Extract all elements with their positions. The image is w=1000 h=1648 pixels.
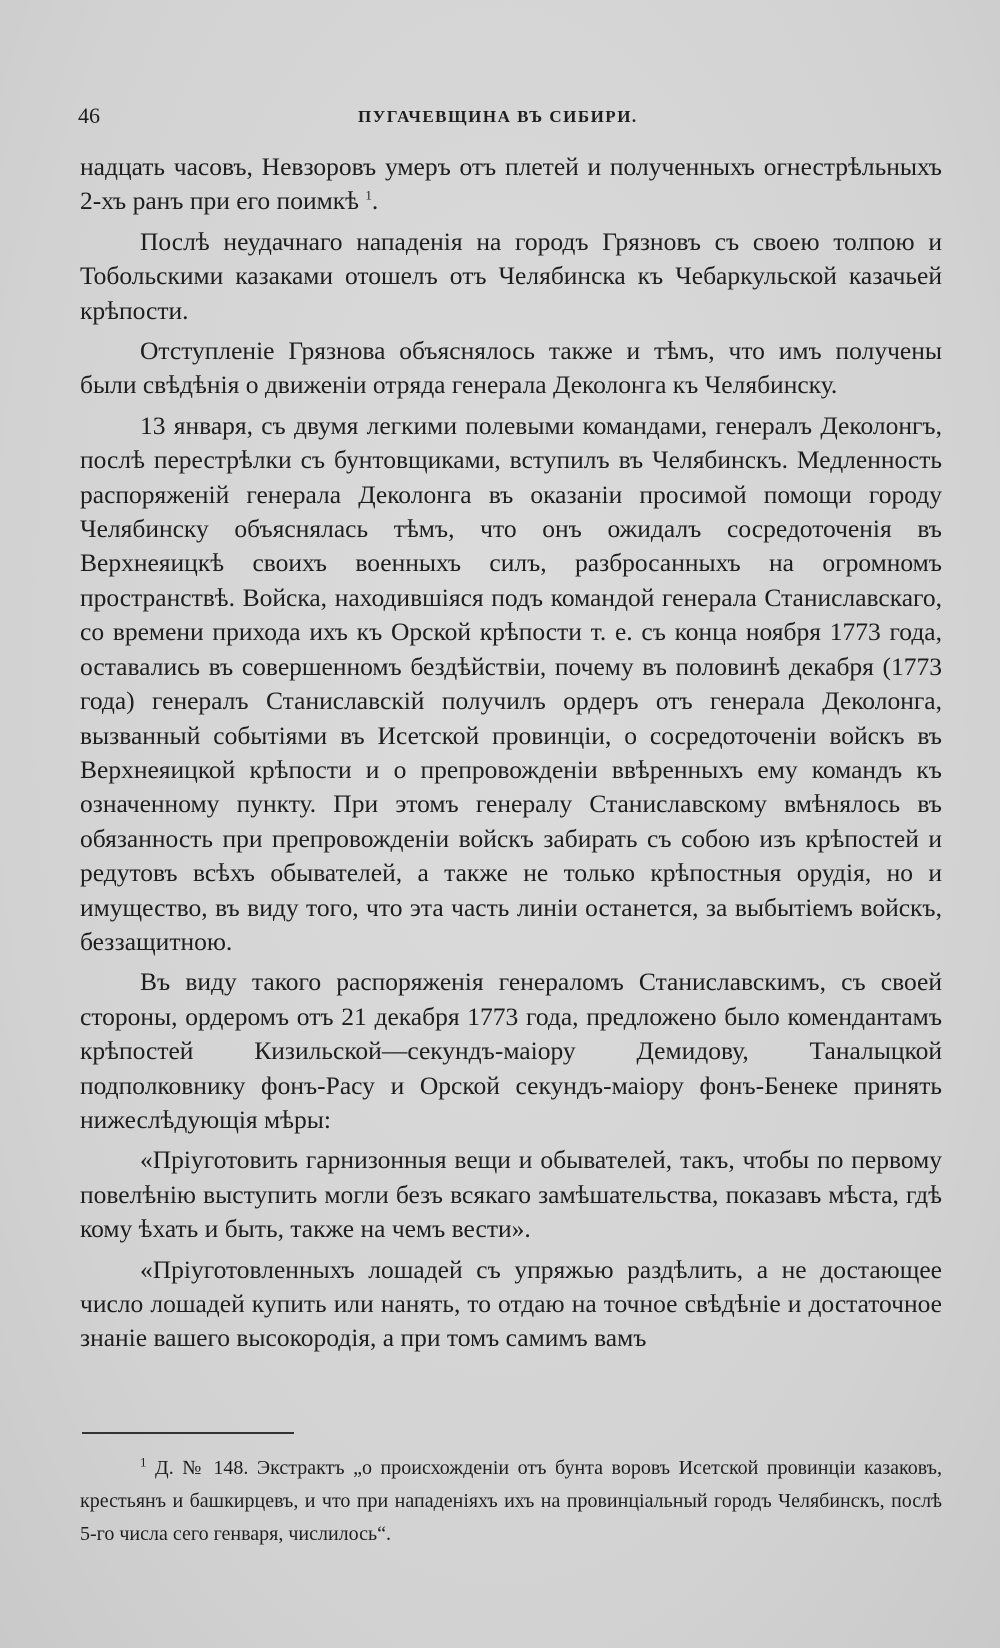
footnote [80,1452,942,1551]
paragraph: Отступленіе Грязнова объяснялось также и тѣмъ, что имъ получены были свѣдѣнія о движеніи отряда генерала Деколонга къ Челябинску. [80,336,942,400]
paragraph-punctuation: . [371,186,379,216]
footnotes [80,1452,942,1551]
running-title: ПУГАЧЕВЩИНА ВЪ СИБИРИ. [358,107,638,126]
main-text [80,150,942,1362]
quoted-paragraph: «Пріуготовленныхъ лошадей съ упряжью раздѣлить, а не достающее число лошадей купить или нанять, то отдаю на точное свѣдѣніе и достаточное знаніе вашего высокородія, а при томъ самимъ вамъ [80,1254,942,1353]
footnote-marker: 1 [140,1454,147,1470]
page-header [78,103,940,133]
page-number: 46 [78,103,100,128]
paragraph-continuation [80,150,942,219]
footnote-reference: 1 [365,187,372,203]
paragraph-text: надцать часовъ, Невзоровъ умеръ отъ плетей и полученныхъ огнестрѣльныхъ 2-хъ ранъ при его поимкѣ [80,152,942,216]
paragraph: Послѣ неудачнаго нападенія на городъ Грязновъ съ своею толпою и Тобольскими казаками отошелъ отъ Челябинска къ Чебаркульской казачьей крѣпости. [80,226,942,325]
quoted-paragraph: «Пріуготовить гарнизонныя вещи и обывателей, такъ, чтобы по первому повелѣнію выступить могли безъ всякаго замѣшательства, показавъ мѣста, гдѣ кому ѣхать и быть, также на чемъ вести». [80,1145,942,1244]
paragraph: Въ виду такого распоряженія генераломъ Станиславскимъ, съ своей стороны, ордеромъ отъ 21 декабря 1773 года, предложено было комендантамъ крѣпостей Кизильской—секундъ-маіору Демидову, Таналыцкой подполковнику фонъ-Расу и Орской секундъ-маіору фонъ-Бенеке принять нижеслѣдующія мѣры: [80,967,942,1134]
footnote-divider [82,1432,294,1434]
footnote-text: Д. № 148. Экстрактъ „о происхожденіи отъ бунта воровъ Исетской провинціи казаковъ, крестьянъ и башкирцевъ, и что при нападеніяхъ ихъ на провинціальный городъ Челябинскъ, послѣ 5-го числа сего генваря, числилось“. [80,1457,943,1545]
paragraph: 13 января, съ двумя легкими полевыми командами, генералъ Деколонгъ, послѣ перестрѣлки съ бунтовщиками, вступилъ въ Челябинскъ. Медленность распоряженій генерала Деколонга въ оказаніи просимой помощи городу Челябинску объяснялась тѣмъ, что онъ ожидалъ сосредоточенія въ Верхнеяицкѣ своихъ военныхъ силъ, разбросанныхъ на огромномъ пространствѣ. Войска, находившіяся подъ командой генерала Станиславскаго, со времени прихода ихъ къ Орской крѣпости т. е. съ конца ноября 1773 года, оставались въ совершенномъ бездѣйствіи, почему въ половинѣ декабря (1773 года) генералъ Станиславскій получилъ ордеръ отъ генерала Деколонга, вызванный событіями въ Исетской провинціи, о сосредоточеніи войскъ въ Верхнеяицкой крѣпости и о препровожденіи ввѣренныхъ ему командъ къ означенному пункту. При этомъ генералу Станиславскому вмѣнялось въ обязанность при препровожденіи войскъ забирать съ собою изъ крѣпостей и редутовъ всѣхъ обывателей, а также не только крѣпостныя орудія, но и имущество, въ виду того, что эта часть линіи останется, за выбытіемъ войскъ, беззащитною. [80,410,942,956]
